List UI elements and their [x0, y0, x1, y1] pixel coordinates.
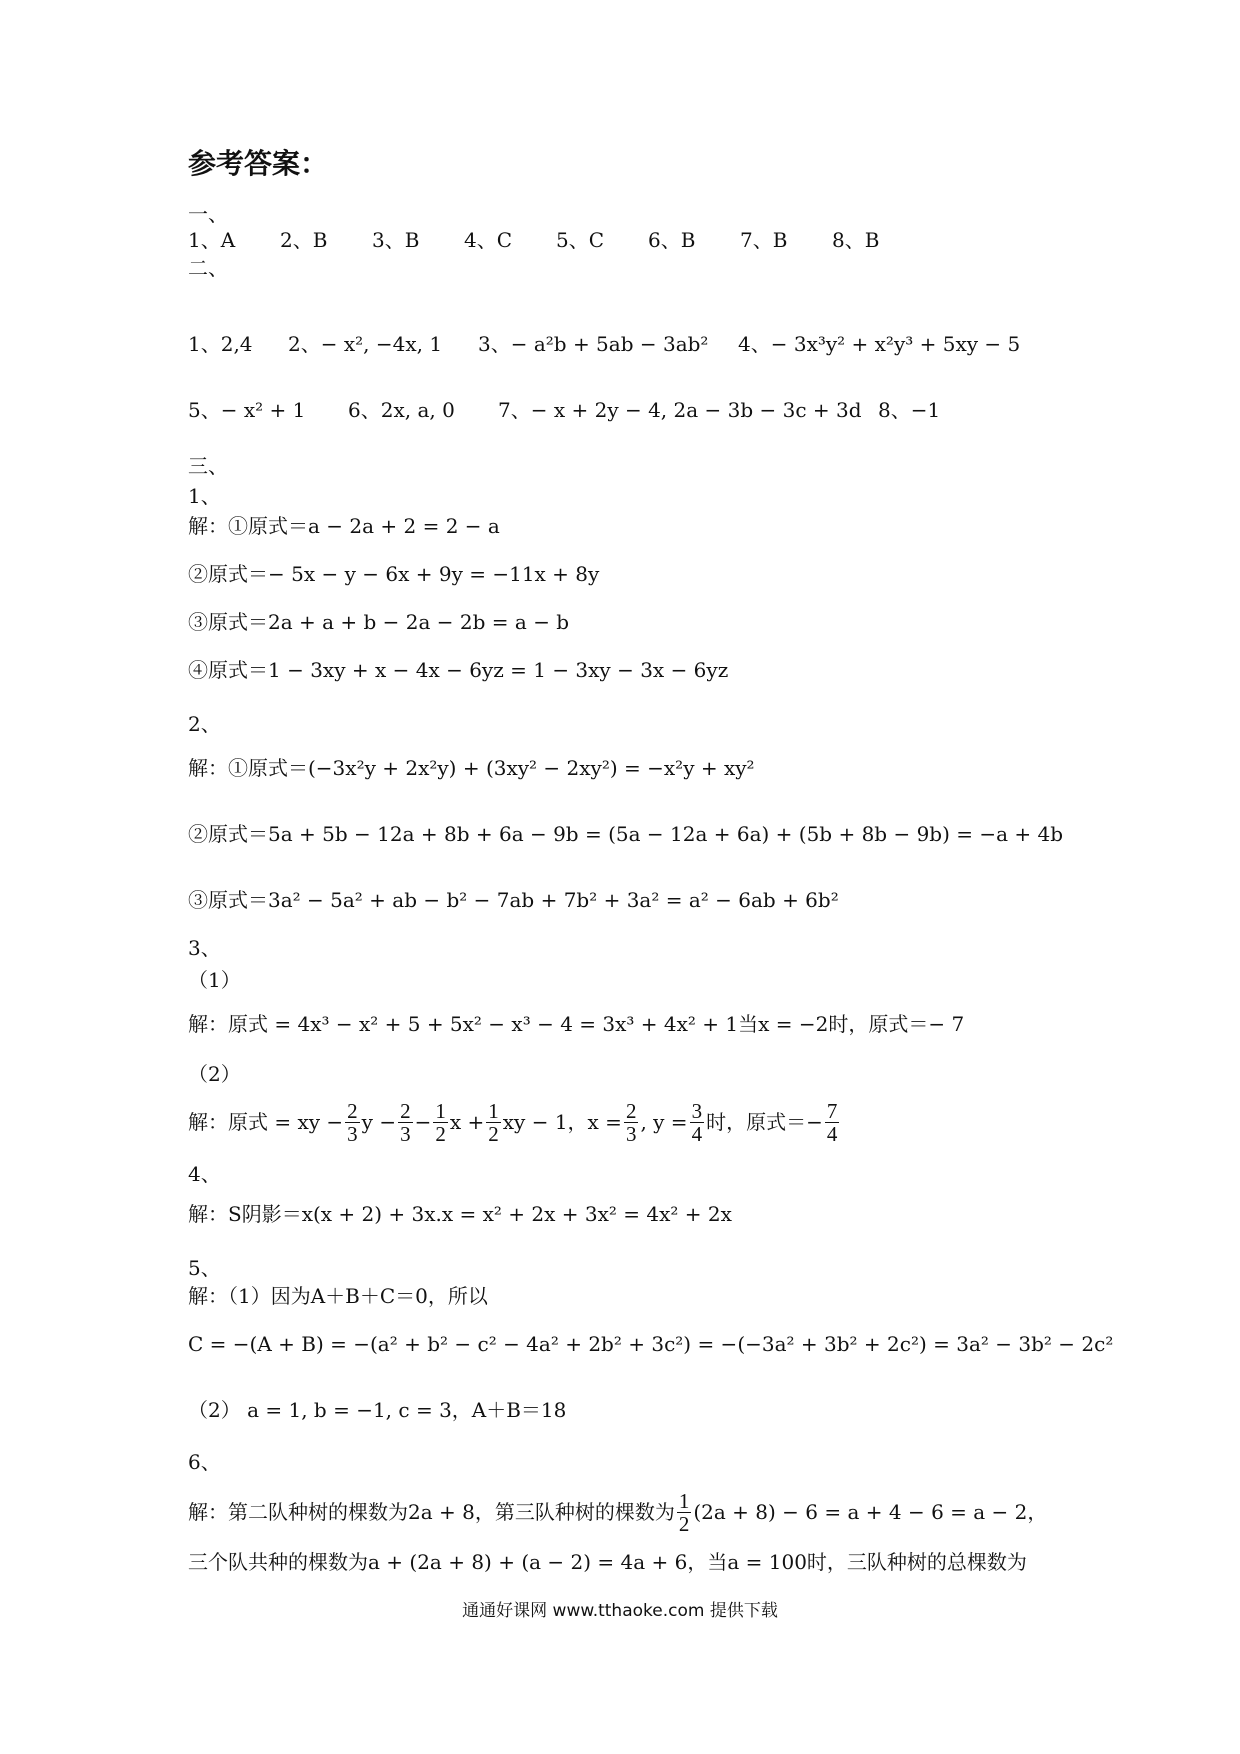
q3-line-fractions: [188, 1092, 841, 1152]
section-2-heading: 二、: [188, 256, 228, 280]
answer-item: 3、− a²b + 5ab − 3ab²: [478, 332, 709, 356]
answer-item: 4、− 3x³y² + x²y³ + 5xy − 5: [738, 332, 1021, 356]
section-2-row-2: [188, 396, 940, 424]
q1-line: ④原式＝1 − 3xy + x − 4x − 6yz = 1 − 3xy − 3x − 6yz: [188, 658, 729, 682]
fraction: $\frac{1}{2}$: [435, 1098, 446, 1146]
page-footer: 通通好课网 www.tthaoke.com 提供下载: [462, 1601, 778, 1621]
section-1-heading: 一、: [188, 202, 228, 226]
fraction: $\frac{7}{4}$: [826, 1098, 838, 1146]
answer-item: 6、2x, a, 0: [348, 398, 455, 422]
q1-line: 解：①原式＝a − 2a + 2 = 2 − a: [188, 514, 500, 538]
q3-part-2: （2）: [188, 1062, 241, 1086]
answer-item: 8、B: [832, 228, 880, 252]
q6-label: 6、: [188, 1450, 221, 1474]
q2-label: 2、: [188, 712, 221, 736]
fraction: $\frac{2}{3}$: [347, 1098, 358, 1146]
fraction: $\frac{1}{2}$: [678, 1488, 690, 1536]
q3-line: 解：原式 = 4x³ − x² + 5 + 5x² − x³ − 4 = 3x³ + 4x² + 1当x = −2时，原式＝− 7: [188, 1012, 965, 1036]
expr-text: (2a + 8) − 6 = a + 4 − 6 = a − 2，: [693, 1500, 1048, 1524]
fraction: $\frac{2}{3}$: [400, 1098, 411, 1146]
page-title: 参考答案：: [188, 147, 329, 180]
expr-text: 时，原式＝−: [706, 1110, 823, 1134]
expr-text: −: [414, 1110, 432, 1134]
section-2-row-1: [188, 330, 1020, 358]
expr-text: 解：原式 = xy −: [188, 1110, 344, 1134]
q2-line: ③原式＝3a² − 5a² + ab − b² − 7ab + 7b² + 3a² = a² − 6ab + 6b²: [188, 888, 839, 912]
q1-line: ③原式＝2a + a + b − 2a − 2b = a − b: [188, 610, 570, 634]
q5-label: 5、: [188, 1256, 221, 1280]
q1-label: 1、: [188, 484, 221, 508]
answer-item: 1、2,4: [188, 332, 253, 356]
q6-line-1: [188, 1484, 1047, 1540]
q2-line: 解：①原式＝(−3x²y + 2x²y) + (3xy² − 2xy²) = −x²y + xy²: [188, 756, 755, 780]
answer-item: 5、− x² + 1: [188, 398, 306, 422]
answer-item: 6、B: [648, 228, 696, 252]
q3-part-1: （1）: [188, 968, 241, 992]
expr-text: 解：第二队种树的棵数为2a + 8，第三队种树的棵数为: [188, 1500, 675, 1524]
q5-line: C = −(A + B) = −(a² + b² − c² − 4a² + 2b² + 3c²) = −(−3a² + 3b² + 2c²) = 3a² − 3b² − 2c²: [188, 1332, 1114, 1356]
fraction: $\frac{2}{3}$: [625, 1098, 637, 1146]
q5-line: 解：（1）因为A＋B＋C＝0，所以: [188, 1284, 488, 1308]
answer-item: 3、B: [372, 228, 420, 252]
q4-line: 解：S阴影＝x(x + 2) + 3x.x = x² + 2x + 3x² = 4x² + 2x: [188, 1202, 732, 1226]
fraction: $\frac{3}{4}$: [691, 1098, 703, 1146]
answer-item: 7、− x + 2y − 4, 2a − 3b − 3c + 3d: [498, 398, 862, 422]
expr-text: y −: [361, 1110, 397, 1134]
q6-line-2: 三个队共种的棵数为a + (2a + 8) + (a − 2) = 4a + 6，当a = 100时，三队种树的总棵数为: [188, 1550, 1027, 1574]
answer-item: 2、− x², −4x, 1: [288, 332, 443, 356]
fraction: $\frac{1}{2}$: [488, 1098, 499, 1146]
answer-item: 4、C: [464, 228, 513, 252]
expr-text: , y =: [640, 1110, 688, 1134]
answer-item: 2、B: [280, 228, 328, 252]
section-1-answers: [188, 226, 924, 254]
expr-text: xy − 1，x =: [502, 1110, 622, 1134]
answer-item: 7、B: [740, 228, 788, 252]
q1-line: ②原式＝− 5x − y − 6x + 9y = −11x + 8y: [188, 562, 600, 586]
answer-item: 1、A: [188, 228, 236, 252]
expr-text: x +: [449, 1110, 485, 1134]
q5-line: （2） a = 1, b = −1, c = 3，A＋B＝18: [188, 1398, 567, 1422]
section-3-heading: 三、: [188, 454, 228, 478]
q3-label: 3、: [188, 936, 221, 960]
q2-line: ②原式＝5a + 5b − 12a + 8b + 6a − 9b = (5a − 12a + 6a) + (5b + 8b − 9b) = −a + 4b: [188, 822, 1064, 846]
answer-item: 5、C: [556, 228, 605, 252]
q4-label: 4、: [188, 1162, 221, 1186]
answer-item: 8、−1: [878, 398, 941, 422]
